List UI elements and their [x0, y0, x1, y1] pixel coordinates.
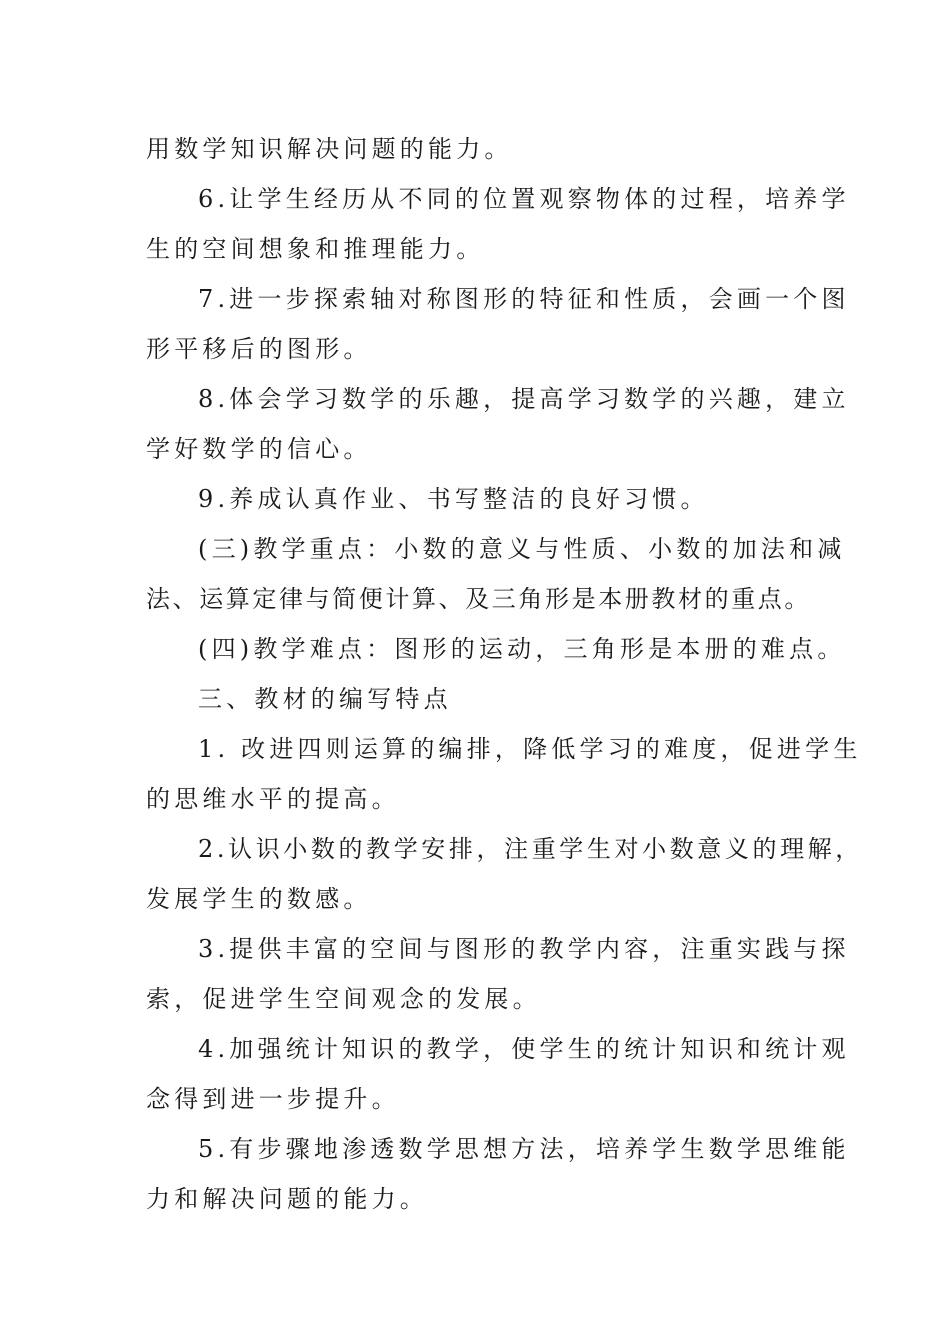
- text-line: 9.养成认真作业、书写整洁的良好习惯。: [198, 485, 709, 513]
- text-line: 学好数学的信心。: [146, 435, 372, 463]
- text-line: 力和解决问题的能力。: [146, 1185, 428, 1213]
- text-line: (四)教学难点：图形的运动，三角形是本册的难点。: [198, 635, 846, 663]
- text-line: 发展学生的数感。: [146, 885, 372, 913]
- text-line: 1. 改进四则运算的编排，降低学习的难度，促进学生: [198, 735, 862, 763]
- text-line: 形平移后的图形。: [146, 335, 372, 363]
- text-line: 法、运算定律与简便计算、及三角形是本册教材的重点。: [146, 585, 811, 613]
- text-line: 用数学知识解决问题的能力。: [146, 135, 513, 163]
- text-line: 3.提供丰富的空间与图形的教学内容，注重实践与探: [198, 935, 850, 963]
- text-line: 6.让学生经历从不同的位置观察物体的过程，培养学: [198, 185, 850, 213]
- text-line: 生的空间想象和推理能力。: [146, 235, 485, 263]
- section-heading: 三、教材的编写特点: [198, 685, 452, 713]
- text-line: 的思维水平的提高。: [146, 785, 400, 813]
- text-line: 8.体会学习数学的乐趣，提高学习数学的兴趣，建立: [198, 385, 850, 413]
- text-line: (三)教学重点：小数的意义与性质、小数的加法和减: [198, 535, 846, 563]
- text-line: 念得到进一步提升。: [146, 1085, 400, 1113]
- text-line: 4.加强统计知识的教学，使学生的统计知识和统计观: [198, 1035, 850, 1063]
- text-line: 7.进一步探索轴对称图形的特征和性质，会画一个图: [198, 285, 850, 313]
- text-line: 2.认识小数的教学安排，注重学生对小数意义的理解，: [198, 835, 863, 863]
- text-line: 5.有步骤地渗透数学思想方法，培养学生数学思维能: [198, 1135, 850, 1163]
- text-line: 索，促进学生空间观念的发展。: [146, 985, 541, 1013]
